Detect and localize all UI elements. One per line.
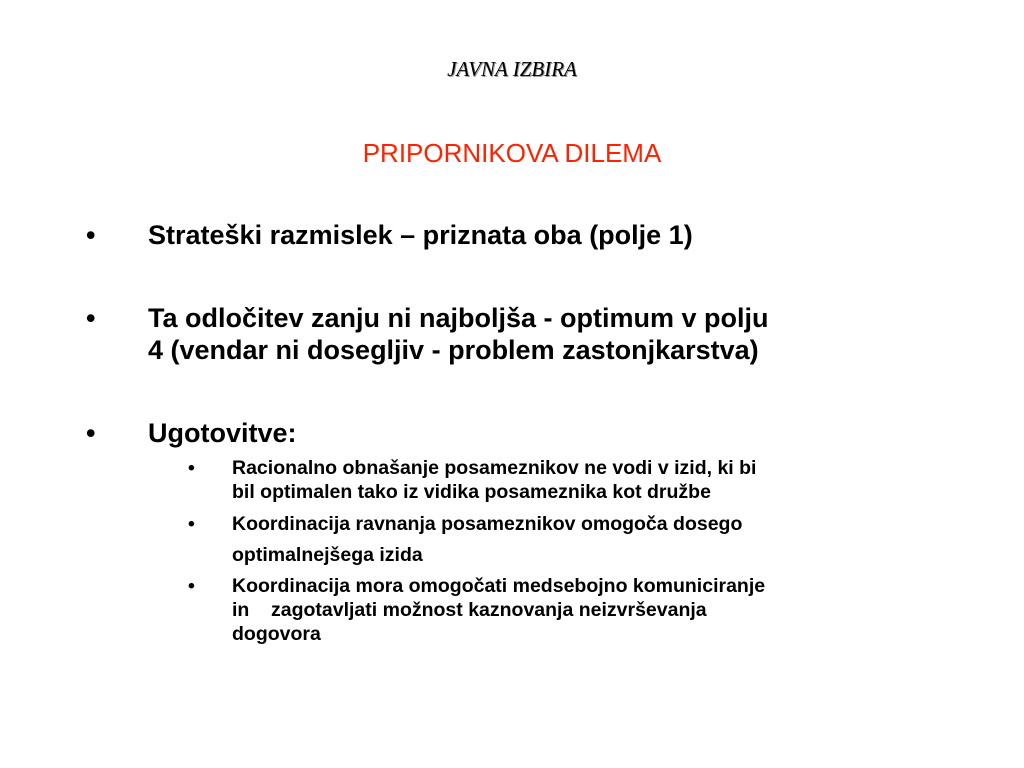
bullet-line: Ta odločitev zanju ni najboljša - optimum v polju	[148, 303, 769, 333]
sub-bullet-line: Racionalno obnašanje posameznikov ne vodi v izid, ki bi	[232, 457, 757, 479]
bullet-text	[148, 302, 948, 366]
bullet-line: Strateški razmislek – priznata oba (polje 1)	[148, 220, 693, 250]
sub-bullet-marker: •	[188, 513, 195, 535]
bullet-marker: •	[86, 220, 96, 250]
sub-bullet-text	[232, 456, 948, 504]
sub-bullet-line: in zagotavljati možnost kaznovanja neizvrševanja	[232, 599, 707, 621]
sub-bullet-marker: •	[188, 457, 195, 479]
sub-bullet-line: Koordinacija ravnanja posameznikov omogoča dosego	[232, 513, 743, 535]
header-title: JAVNA IZBIRA	[447, 57, 577, 81]
sub-bullet-text	[232, 512, 948, 536]
sub-bullet-text	[232, 543, 948, 567]
sub-bullet-line: Koordinacija mora omogočati medsebojno komuniciranje	[232, 575, 766, 597]
slide-header	[0, 56, 1024, 82]
bullet-text	[148, 417, 948, 449]
sub-bullet-line: bil optimalen tako iz vidika posameznika kot družbe	[232, 481, 711, 503]
slide-subtitle: PRIPORNIKOVA DILEMA	[362, 138, 662, 168]
bullet-marker: •	[86, 303, 96, 333]
sub-bullet-line: optimalnejšega izida	[232, 544, 423, 566]
bullet-line: 4 (vendar ni dosegljiv - problem zastonjkarstva)	[148, 335, 759, 365]
bullet-line: Ugotovitve:	[148, 418, 297, 448]
bullet-text	[148, 219, 948, 251]
sub-bullet-line: dogovora	[232, 623, 321, 645]
sub-bullet-text	[232, 574, 948, 646]
sub-bullet-marker: •	[188, 575, 195, 597]
bullet-marker: •	[86, 418, 96, 448]
